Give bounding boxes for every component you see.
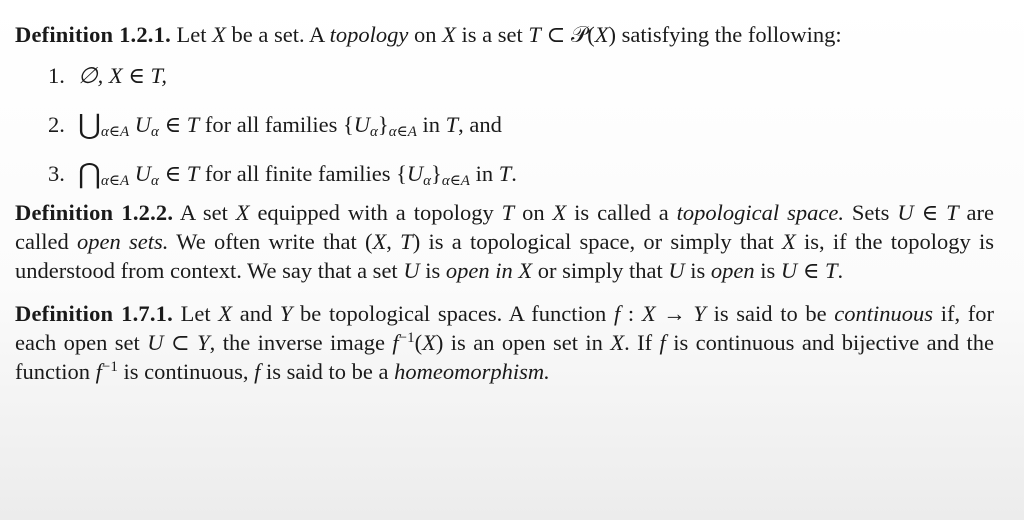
math-var: U <box>147 330 164 355</box>
math-var: f <box>392 330 399 355</box>
math-op: ⊂ <box>540 22 571 47</box>
text: , and <box>458 112 502 137</box>
math-var: X <box>442 22 456 47</box>
text: in <box>416 112 446 137</box>
text: satisfying the following: <box>615 22 842 47</box>
defined-term: homeomorphism. <box>394 359 550 384</box>
text: are called <box>15 200 995 254</box>
text: } <box>431 161 442 186</box>
list-item <box>48 110 994 139</box>
subscript: α <box>370 124 378 140</box>
math-var: X <box>781 229 796 254</box>
math-var: T <box>946 200 959 225</box>
math-var: U <box>406 161 424 186</box>
math-op: ∈ <box>913 200 947 225</box>
text: , <box>386 229 401 254</box>
math-var: U <box>353 112 371 137</box>
definition-heading: Definition 1.2.1. <box>15 22 171 47</box>
definition-1-2-1 <box>15 20 994 49</box>
text: is continuous and bijective and the function <box>15 330 994 384</box>
math-var: 𝒫 <box>571 22 588 47</box>
math-var: Y <box>693 301 706 326</box>
text: is, if the topology is understood from context. We say that a set <box>15 229 995 283</box>
superscript: −1 <box>101 359 118 375</box>
text: ) <box>608 22 616 47</box>
text: Let <box>170 22 213 47</box>
math-var: X <box>594 22 609 47</box>
math-var: X <box>422 330 436 355</box>
math-var: X <box>641 301 656 326</box>
text: is a set <box>455 22 529 47</box>
math-var: T <box>445 112 459 137</box>
math-var: U <box>134 161 151 186</box>
subscript: α <box>423 173 432 189</box>
defined-term: topological space. <box>676 200 844 225</box>
math-op: ∈ <box>797 258 826 283</box>
math-var: T <box>186 112 200 137</box>
math-var: f <box>659 330 666 355</box>
math-var: X <box>372 229 387 254</box>
text: , the inverse image <box>209 330 393 355</box>
subscript: α <box>150 124 159 140</box>
definition-heading: Definition 1.2.2. <box>15 200 174 225</box>
math-var: f <box>613 301 621 326</box>
axiom-list <box>15 61 994 188</box>
math-var: T <box>501 200 515 225</box>
arrow-symbol: → <box>655 301 694 326</box>
text: A set <box>173 200 236 225</box>
text: ( <box>587 22 595 47</box>
math-var: f <box>95 359 102 384</box>
text: is <box>419 258 446 283</box>
text: for all finite families { <box>199 161 407 186</box>
text: } <box>377 112 389 137</box>
math-var: X <box>518 258 533 283</box>
text: ( <box>414 330 423 355</box>
text: ) is an open set in <box>435 330 611 355</box>
subscript: α∈A <box>100 124 130 140</box>
math-var: T <box>400 229 413 254</box>
text: . <box>511 161 517 186</box>
math-op: ∈ <box>158 161 187 186</box>
text: Sets <box>843 200 898 225</box>
item-number: 3. <box>48 161 65 186</box>
text: Let <box>172 301 219 326</box>
math-var: X <box>610 330 625 355</box>
text: equipped with a topology <box>249 200 502 225</box>
text: ) is a topological space, or simply that <box>412 229 782 254</box>
text: or simply that <box>532 258 669 283</box>
math-var: U <box>403 258 420 283</box>
text: is said to be a <box>260 359 395 384</box>
definition-1-2-2 <box>15 198 994 285</box>
text: . If <box>624 330 660 355</box>
subscript: α∈A <box>388 124 417 140</box>
text: : <box>620 301 642 326</box>
subscript: α∈A <box>100 173 130 189</box>
math-var: X <box>218 301 233 326</box>
text: is said to be <box>705 301 835 326</box>
math-var: X <box>212 22 226 47</box>
defined-term: continuous <box>834 301 934 326</box>
text: We often write that ( <box>168 229 373 254</box>
union-symbol: ⋃ <box>78 110 101 141</box>
item-text: ∅, X ∈ T, <box>78 63 167 88</box>
math-var: T <box>186 161 200 186</box>
math-var: Y <box>197 330 210 355</box>
text: on <box>408 22 443 47</box>
math-var: X <box>552 200 567 225</box>
math-var: T <box>528 22 541 47</box>
math-var: Y <box>279 301 293 326</box>
math-var: X <box>235 200 250 225</box>
text: is <box>754 258 781 283</box>
math-op: ⊂ <box>163 330 198 355</box>
text: is called a <box>566 200 677 225</box>
math-var: U <box>134 112 151 137</box>
math-var: U <box>668 258 685 283</box>
text: for all families { <box>199 112 354 137</box>
math-var: T <box>498 161 512 186</box>
defined-term: topology <box>329 22 409 47</box>
definition-heading: Definition 1.7.1. <box>15 301 173 326</box>
item-number: 1. <box>48 63 65 88</box>
definition-1-7-1 <box>15 299 994 386</box>
item-number: 2. <box>48 112 65 137</box>
math-var: U <box>780 258 798 283</box>
subscript: α∈A <box>441 173 470 189</box>
text: on <box>514 200 553 225</box>
text: be topological spaces. A function <box>292 301 614 326</box>
text: is <box>684 258 711 283</box>
text: is continuous, <box>117 359 255 384</box>
math-var: f <box>254 359 261 384</box>
math-op: ∈ <box>158 112 187 137</box>
list-item <box>48 61 994 90</box>
defined-term: open in <box>445 258 513 283</box>
math-var: U <box>897 200 914 225</box>
list-item <box>48 159 994 188</box>
subscript: α <box>150 173 159 189</box>
text: . <box>837 258 844 283</box>
text: if, for each open set <box>15 301 994 355</box>
text: and <box>232 301 280 326</box>
intersection-symbol: ⋂ <box>78 159 101 190</box>
math-var: T <box>825 258 838 283</box>
defined-term: open <box>710 258 755 283</box>
text: be a set. A <box>225 22 330 47</box>
superscript: −1 <box>398 330 415 346</box>
defined-term: open sets. <box>77 229 169 254</box>
text: in <box>469 161 499 186</box>
